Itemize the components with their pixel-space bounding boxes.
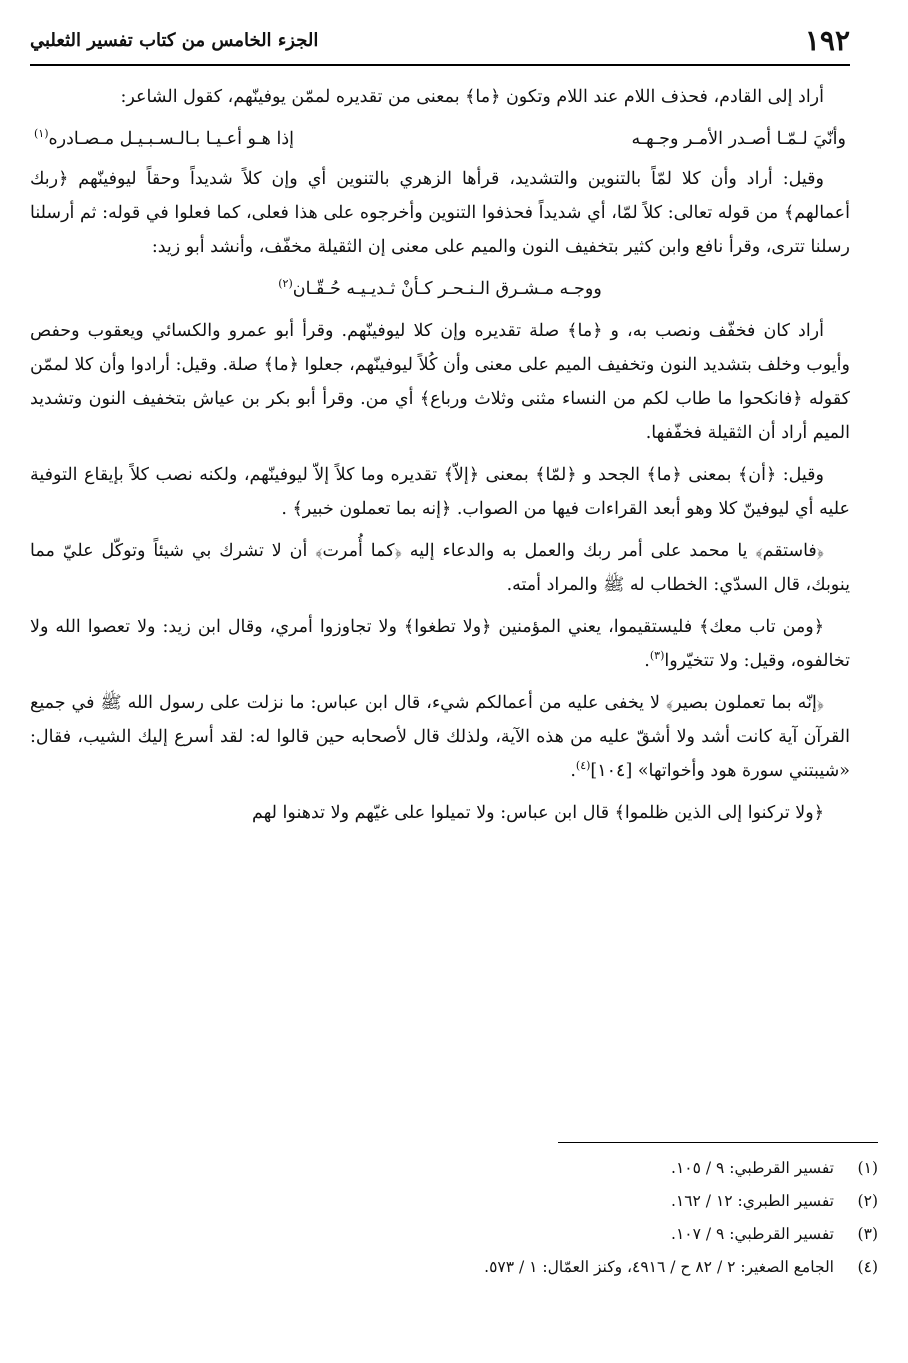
paragraph-4: وقيل: ﴿أن﴾ بمعنى ﴿ما﴾ الجحد و ﴿لمّا﴾ بمعنى ﴿إلاّ﴾ تقديره وما كلاً إلاّ ليوفينّهم، ولكنه نصب كلاً بإيقاع التوفية عليه أي ليوفينّ كلا وهو أبعد القراءات فيها من الصواب. ﴿إنه بما تعملون خبير﴾ . [30, 465, 850, 519]
poem-verse-2-text: ووجـه مـشـرق الـنـحـر كـأنْ ثـديـيـه حُـقّـان [292, 279, 602, 299]
footnote-2 [58, 1185, 878, 1218]
poem-hemistich-left [34, 122, 294, 156]
footnote-number: (٤) [857, 1258, 878, 1276]
paragraph-3: أراد كان فخفّف ونصب به، و ﴿ما﴾ صلة تقديره وإن كلا ليوفينّهم. وقرأ أبو عمرو والكسائي ويعقوب وحفص وأيوب وخلف بتشديد النون وتخفيف الميم على معنى وأن كُلاً ليوفينّهم، جعلوا ﴿ما﴾ صلة. وقيل: أرادوا وأن كلا لممّن كقوله ﴿فانكحوا ما طاب لكم من النساء مثنى وثلاث ورباع﴾ أي من. وقرأ أبو بكر بن عياش بتخفيف النون وتشديد الميم أراد أن الثقيلة فخفّفها. [30, 321, 850, 443]
footnote-text: تفسير القرطبي: ٩ / ١٠٥. [671, 1159, 834, 1177]
footnote-3 [58, 1218, 878, 1251]
footnote-text: تفسير الطبري: ١٢ / ١٦٢. [670, 1192, 834, 1210]
paragraph-6: ﴿ومن تاب معك﴾ فليستقيموا، يعني المؤمنين ﴿ولا تطغوا﴾ ولا تجاوزوا أمري، وقال ابن زيد: ولا تعصوا الله ولا تخالفوه، وقيل: ولا تتخيّروا$^{(٣)}$. [30, 617, 850, 671]
poem-verse-1 [30, 122, 850, 156]
footnote-1 [58, 1152, 878, 1185]
footnote-number: (٣) [857, 1225, 878, 1243]
footnote-number: (٢) [857, 1192, 878, 1210]
paragraph-5: ﴿فاستقم﴾ يا محمد على أمر ربك والعمل به والدعاء إليه ﴿كما أُمرت﴾ أن لا تشرك بي شيئاً وتوكّل عليّ مما ينوبك، قال السدّي: الخطاب له ﷺ والمراد أمته. [30, 541, 850, 595]
page-number: ١٩٢ [804, 24, 850, 57]
footnote-ref-4: (٤) [575, 759, 591, 773]
footnote-text: الجامع الصغير: ٢ / ٨٢ ح / ٤٩١٦، وكنز العمّال: ١ / ٥٧٣. [484, 1258, 834, 1276]
footnote-ref-3: (٣) [649, 649, 665, 663]
poem-hemistich-left-text: إذا هـو أعـيـا بـالـسـبـيـل مـصـادره [48, 129, 294, 149]
main-text [30, 80, 850, 830]
footnote-ref-1: (١) [34, 127, 49, 141]
footnote-number: (١) [857, 1159, 878, 1177]
paragraph-7: ﴿إنّه بما تعملون بصير﴾ لا يخفى عليه من أعمالكم شيء، قال ابن عباس: ما نزلت على رسول الله ﷺ في جميع القرآن آية كانت أشد ولا أشقّ عليه من هذه الآية، ولذلك قال لأصحابه حين قالوا له: لقد أسرع إليك الشيب، فقال: «شيبتني سورة هود وأخواتها» [١٠٤]$^{(٤)}$. [30, 693, 850, 781]
poem-verse-2 [30, 272, 850, 306]
footnote-text: تفسير القرطبي: ٩ / ١٠٧. [671, 1225, 834, 1243]
footnote-divider [558, 1142, 878, 1143]
paragraph-7-text: ﴿إنّه بما تعملون بصير﴾ لا يخفى عليه من أعمالكم شيء، قال ابن عباس: ما نزلت على رسول الله ﷺ في جميع القرآن آية كانت أشد ولا أشقّ عليه من هذه الآية، ولذلك قال لأصحابه حين قالوا له: لقد أسرع إليك الشيب، فقال: «شيبتني سورة هود وأخواتها» [١٠٤] [30, 693, 850, 781]
poem-hemistich-right: وأنّيَ لـمّـا أصـدر الأمـر وجـهـه [631, 129, 846, 149]
paragraph-6-text: ﴿ومن تاب معك﴾ فليستقيموا، يعني المؤمنين ﴿ولا تطغوا﴾ ولا تجاوزوا أمري، وقال ابن زيد: ولا تعصوا الله ولا تخالفوه، وقيل: ولا تتخيّروا [30, 617, 850, 671]
paragraph-2: وقيل: أراد وأن كلا لمّاً بالتنوين والتشديد، قرأها الزهري بالتنوين أي وإن كلاً شديداً وحقاً ليوفينّهم ﴿ربك أعمالهم﴾ من قوله تعالى: كلاً لمّا، أي شديداً فحذفوا التنوين وأخرجوه على هذا فعلى، كما فعلوا في قوله: ثم أرسلنا رسلنا تترى، وقرأ نافع وابن كثير بتخفيف النون والميم على معنى إن الثقيلة مخفّف، وأنشد أبو زيد: [30, 169, 850, 257]
paragraph-8: ﴿ولا تركنوا إلى الذين ظلموا﴾ قال ابن عباس: ولا تميلوا على غيّهم ولا تدهنوا لهم [251, 803, 824, 823]
page-header [30, 20, 850, 66]
footnote-4 [58, 1251, 878, 1284]
footnote-ref-2: (٢) [278, 277, 293, 291]
paragraph-1: أراد إلى القادم، فحذف اللام عند اللام وتكون ﴿ما﴾ بمعنى من تقديره لممّن يوفينّهم، كقول الشاعر: [120, 87, 824, 107]
footnotes [58, 1152, 878, 1284]
running-title: الجزء الخامس من كتاب تفسير الثعلبي [30, 30, 319, 51]
